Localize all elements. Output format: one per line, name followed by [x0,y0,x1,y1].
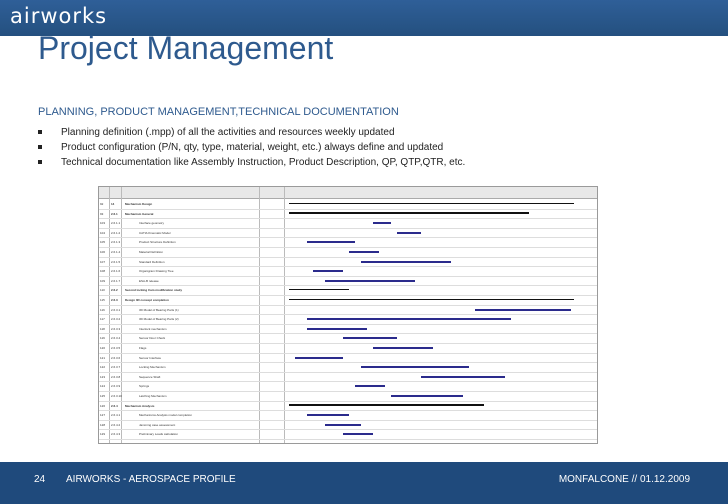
gantt-row-id: 104 [100,230,106,235]
gantt-row-wbs: 2.6.3.5 [111,346,121,350]
gantt-row-name: Product Structure Definition [139,240,176,245]
gantt-task-bar [307,318,511,320]
gantt-row-id: 127 [100,413,106,418]
slide-subtitle: PLANNING, PRODUCT MANAGEMENT,TECHNICAL DOCUMENTATION [38,106,399,118]
gantt-task-bar [313,270,343,272]
gantt-row-wbs: 2.6.3.3 [111,326,121,331]
gantt-row-wbs: 14 [111,202,115,206]
gantt-row-name: Interface geometry [139,221,165,226]
gantt-row-id: 106 [100,250,106,254]
gantt-row-name: Standard Definition [139,259,165,264]
gantt-task-bar [355,385,385,387]
gantt-row-name: Design 3D concept completion [125,298,169,302]
gantt-task-bar [349,251,379,253]
gantt-row-name: Material Definition [139,250,164,254]
gantt-task-bar [391,395,463,397]
gantt-row-wbs: 2.6.3.2 [111,317,121,322]
gantt-task-bar [343,433,373,435]
gantt-row-wbs: 2.6.1 [111,211,118,216]
gantt-row-wbs: 2.6.2 [111,288,118,293]
gantt-row-id: 107 [100,259,106,264]
gantt-row-name: 3D Model of Bearing Parts (1) [139,307,179,312]
gantt-row-name: 3D Model of Bearing Parts (2) [139,317,179,322]
gantt-row-id: 123 [100,374,106,379]
page-number: 24 [34,474,46,485]
gantt-timeline-header [99,187,597,199]
gantt-row-id: 110 [100,288,105,293]
gantt-task-bar [475,309,571,311]
gantt-task-bar [295,357,343,359]
gantt-row-id: 109 [100,278,106,283]
gantt-row-name: Second locking Cam modification study [125,288,183,293]
gantt-row-name: Preliminary Loads calculation [139,432,179,437]
bullet-item: Planning definition (.mpp) of all the activities and resources weekly updated [38,125,465,140]
gantt-row-wbs: 2.6.3.1 [111,307,121,312]
gantt-row-id: 92 [100,202,104,206]
gantt-task-bar [361,261,451,263]
gantt-row-name: ESA-B release [139,278,159,283]
gantt-row-id: 105 [100,240,106,245]
gantt-task-bar [373,347,433,349]
gantt-row-name: Organigram Drawing Tree [139,269,174,274]
gantt-row-name: Sequence Shaft [139,374,161,379]
gantt-summary-bar [289,404,484,406]
gantt-row-wbs: 2.6.3.10 [111,394,122,398]
gantt-row-name: Interlock mechanism [139,326,167,331]
gantt-row-name: Springs [139,384,150,389]
gantt-row-name: Mechanism Analysis [125,403,155,408]
gantt-row-wbs: 2.6.1.1 [111,221,121,226]
footer-right-text: MONFALCONE // 01.12.2009 [558,474,690,485]
gantt-row-name: Latching Mechanism [139,394,167,398]
gantt-row-name: Mechanisms Analysis model completion [139,413,193,418]
gantt-summary-bar [289,203,574,205]
gantt-task-bar [421,376,505,378]
gantt-row-wbs: 2.6.4.2 [111,422,121,427]
gantt-row-id: 120 [100,346,106,350]
gantt-row-name: Mechanism Design [125,202,153,206]
gantt-summary-bar [289,289,349,291]
bullet-square-icon [38,145,42,149]
bullet-square-icon [38,160,42,164]
gantt-row-id: 124 [100,384,106,389]
gantt-task-bar [325,280,415,282]
gantt-task-bar [307,328,367,330]
gantt-row-id: 103 [100,221,106,226]
bullet-square-icon [38,130,42,134]
gantt-row-id: 128 [100,422,106,427]
gantt-task-bar [373,222,391,224]
gantt-row-wbs: 2.6.1.5 [111,259,121,264]
gantt-row-name: Flags [139,346,147,350]
gantt-task-bar [397,232,421,234]
gantt-task-bar [307,414,349,416]
gantt-row-wbs: 2.6.1.2 [111,230,121,235]
gantt-row-name: Sensor Door Check [139,336,166,341]
gantt-row-name: Locking Mechanism [139,365,166,370]
gantt-chart-screenshot [98,186,598,444]
bullet-item: Technical documentation like Assembly Instruction, Product Description, QP, QTP,QTR, etc. [38,155,465,170]
gantt-row-id: 122 [100,365,106,370]
gantt-task-bar [325,424,361,426]
gantt-row-name: Sensor Interface [139,355,162,360]
footer-left-text: AIRWORKS - AEROSPACE PROFILE [66,474,236,485]
gantt-row-id: 117 [100,317,105,322]
gantt-summary-bar [289,212,529,214]
gantt-row-wbs: 2.6.3 [111,298,118,302]
gantt-row-id: 115 [100,298,105,302]
gantt-row-name: CATIA Kinematic Model [139,230,171,235]
company-logo: airworks [10,4,108,28]
gantt-task-bar [361,366,469,368]
gantt-task-bar [343,337,397,339]
gantt-row-id: 125 [100,394,106,398]
gantt-row-id: 116 [100,307,105,312]
gantt-row-id: 126 [100,403,106,408]
gantt-row-wbs: 2.6.1.6 [111,269,121,274]
gantt-row-name: Mechanism General [125,211,154,216]
gantt-row-wbs: 2.6.3.9 [111,384,121,389]
gantt-row-id: 121 [100,355,106,360]
gantt-row-wbs: 2.6.1.4 [111,250,121,254]
gantt-row-id: 119 [100,336,105,341]
gantt-row-wbs: 2.6.4.3 [111,432,121,437]
gantt-row-wbs: 2.6.3.4 [111,336,121,341]
slide-title: Project Management [38,30,334,66]
bullet-list [38,125,465,170]
gantt-row-wbs: 2.6.3.8 [111,374,121,379]
gantt-row-id: 93 [100,211,104,216]
gantt-row-id: 108 [100,269,106,274]
gantt-summary-bar [289,299,574,301]
gantt-row-id: 118 [100,326,105,331]
gantt-row-wbs: 2.6.4 [111,403,118,408]
gantt-task-bar [307,241,355,243]
gantt-row-name: Jamming case assessment [139,422,176,427]
gantt-row-wbs: 2.6.3.6 [111,355,121,360]
gantt-row-wbs: 2.6.1.7 [111,278,121,283]
gantt-row-wbs: 2.6.4.1 [111,413,121,418]
gantt-row-id: 129 [100,432,106,437]
gantt-row-wbs: 2.6.1.3 [111,240,121,245]
gantt-row-wbs: 2.6.3.7 [111,365,121,370]
bullet-item: Product configuration (P/N, qty, type, material, weight, etc.) always define and updated [38,140,465,155]
